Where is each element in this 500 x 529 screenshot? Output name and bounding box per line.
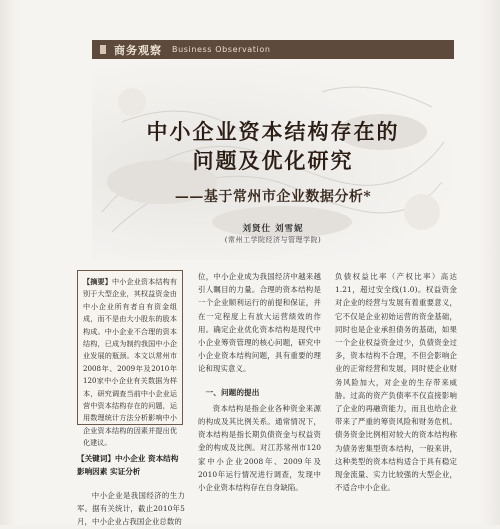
section-header-band — [92, 40, 454, 59]
column-2 — [198, 270, 321, 494]
keywords-label: 【关键词】 — [77, 454, 115, 463]
column-1-paragraph: 中小企业是我国经济的生力军。据有关统计，截止2010年5月，中小企业占我国企业总数的 — [77, 491, 185, 527]
keywords — [77, 452, 185, 478]
column-2-paragraph-1: 位，中小企业成为我国经济中越来越引人瞩目的力量。合理的资本结构是一个企业顺利运行的前提和保证，并在一定程度上有放大运营绩效的作用。确定企业优化资本结构是现代中小企业筹资管理的核心问题，研究中小企业资本结构问题，具有重要的理论和现实意义。 — [198, 272, 321, 374]
title-line-1: 中小企业资本结构存在的 — [146, 119, 400, 144]
abstract-box — [77, 270, 183, 448]
title-line-2: 问题及优化研究 — [192, 148, 354, 173]
section-heading: 一、问题的提出 — [205, 387, 260, 397]
column-3-paragraph: 负债权益比率（产权比率）高达1.21，超过安全线(1.0)。权益资金对企业的经营与发展有着重要意义，它不仅是企业初始运营的资金基础，同时也是企业承担债务的基础，如果一个企业权益资金过少，负债资金过多，资本结构不合理，不但会影响企业的正常经营和发展，同时使企业财务风险加大，对企业的生存带来威胁。过高的资产负债率不仅直接影响了企业的再融资能力，而且也给企业带来了严重的筹资风险和财务危机。债务资金比例相对较大的资本结构称为债务密集型资本结构，一般来讲，这种类型的资本结构适合于具有稳定现金流量、实力比较强的大型企业，不适合中小企业。 — [335, 272, 457, 493]
column-2-paragraph-2: 资本结构是指企业各种资金来源的构成及其比例关系。通常情况下，资本结构是指长期负债资金与权益资金的构成及比例。对江苏常州市120家中小企业2008年、2009年及2010年运行情况进行调查，发现中小企业资本结构存在自身缺陷。 — [198, 403, 321, 493]
abstract-text: 中小企业资本结构有别于大型企业，其权益资金由中小企业所有者自有资金组成，而不是由大小股东的股本构成。中小企业不合理的资本结构，已成为制约我国中小企业发展的瓶颈。本文以常州市2008年、2009年及2010年120家中小企业有关数据为样本，研究调查当前中小企业运营中资本结构存在的问题，运用数理统计方法分析影响中小企业资本结构的因素并提出优化建议。 — [83, 277, 177, 448]
abstract-label: 【摘要】 — [83, 277, 112, 286]
section-name-cn: 商务观察 — [114, 43, 162, 57]
article-subtitle: ——基于常州市企业数据分析* — [174, 189, 372, 205]
header-marker — [100, 45, 106, 54]
section-name-en: Business Observation — [172, 45, 271, 54]
column-3 — [335, 270, 457, 494]
column-1-body — [77, 489, 185, 529]
article-title — [92, 117, 454, 175]
keywords-text: 中小企业 资本结构 影响因素 实证分析 — [77, 454, 179, 476]
article-authors: 刘贤仕 刘雪妮 — [242, 224, 304, 234]
author-affiliation: (常州工学院经济与管理学院) — [224, 236, 322, 244]
